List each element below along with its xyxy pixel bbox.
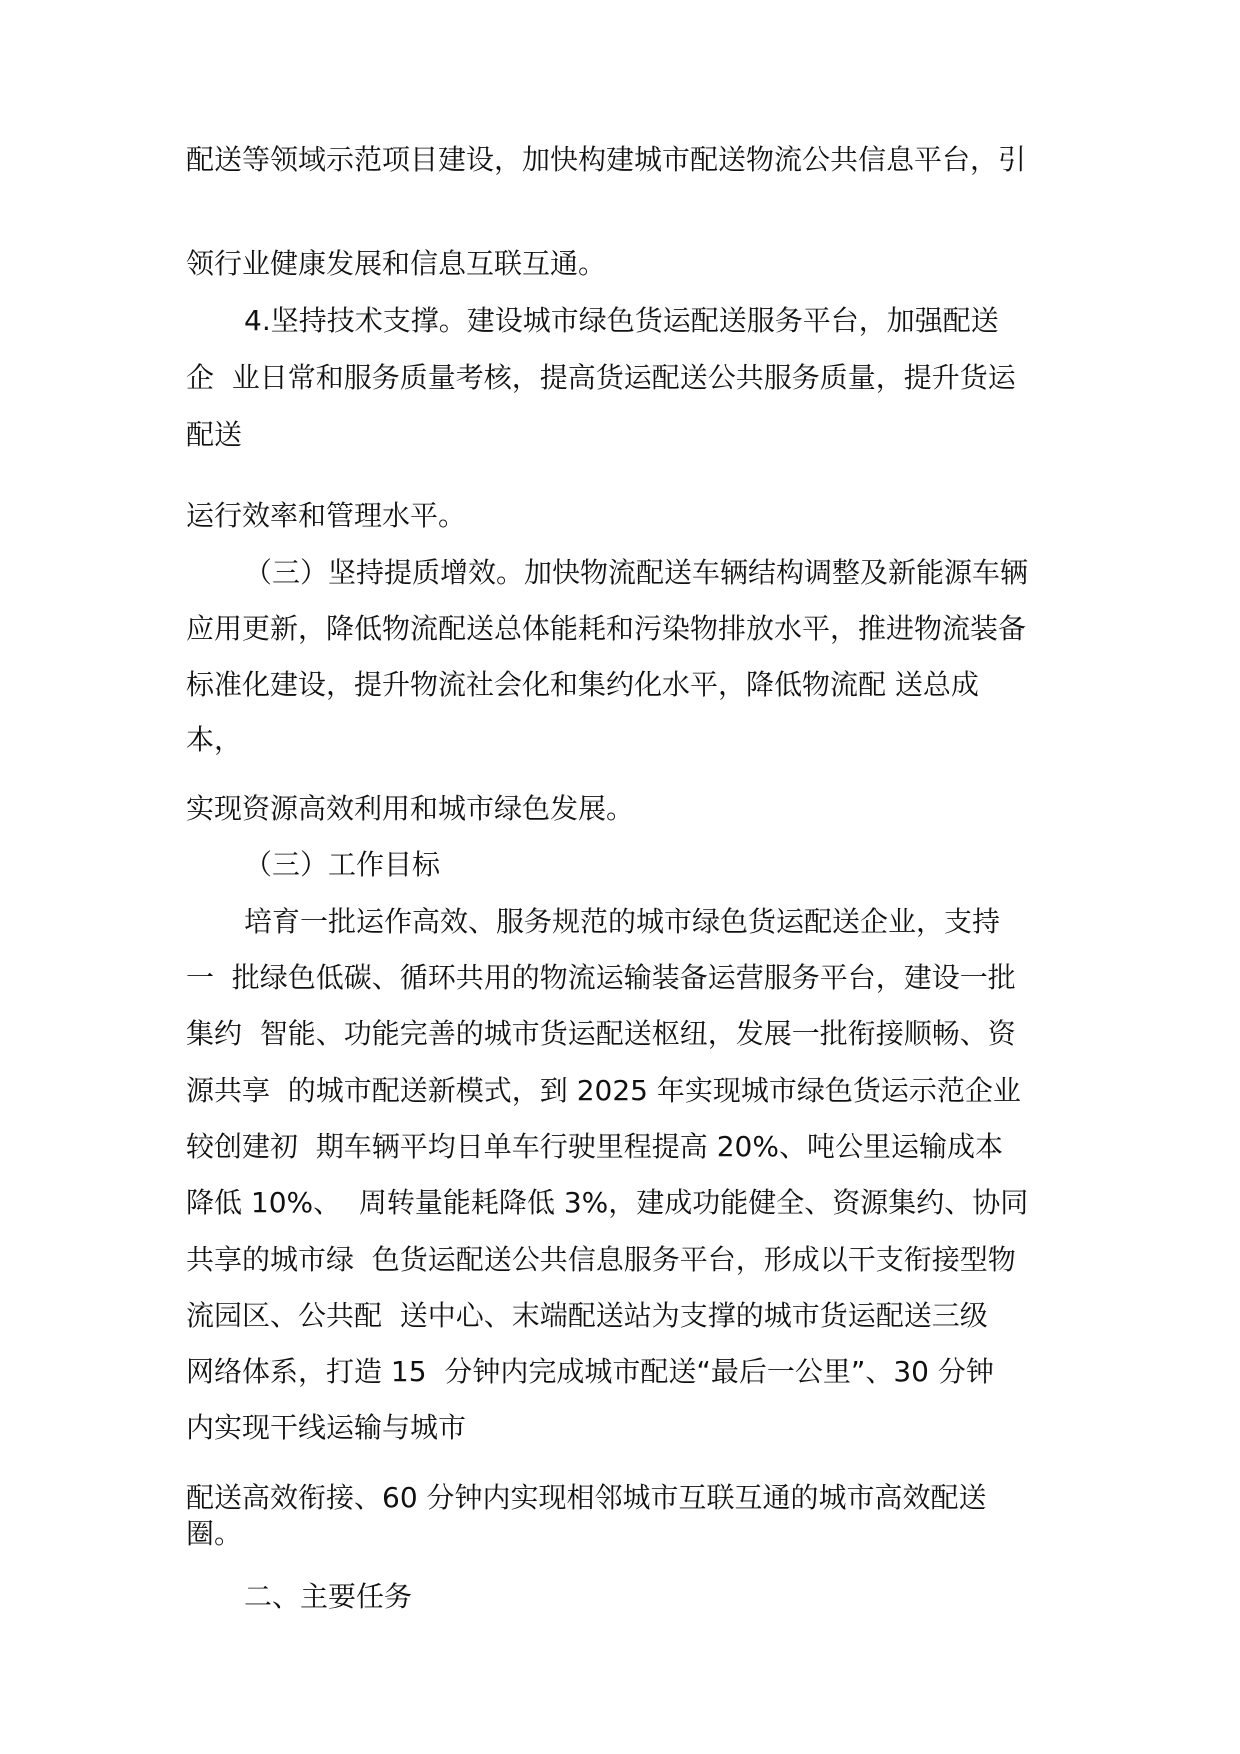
text-line: 应用更新，降低物流配送总体能耗和污染物排放水平，推进物流装备 (186, 612, 1027, 645)
text-line: 一 批绿色低碳、循环共用的物流运输装备运营服务平台，建设一批 (186, 961, 1016, 994)
text-line: 配送等领域示范项目建设，加快构建城市配送物流公共信息平台，引 (186, 143, 1027, 176)
text-line: 圈。 (186, 1517, 243, 1550)
text-line: 实现资源高效利用和城市绿色发展。 (186, 792, 635, 825)
text-line: 标准化建设，提升物流社会化和集约化水平，降低物流配 送总成 (186, 668, 979, 701)
text-line: 较创建初 期车辆平均日单车行驶里程提高 20%、吨公里运输成本 (186, 1130, 1003, 1163)
text-line: （三）坚持提质增效。加快物流配送车辆结构调整及新能源车辆 (244, 556, 1029, 589)
section-heading: 二、主要任务 (244, 1580, 413, 1613)
text-line: 培育一批运作高效、服务规范的城市绿色货运配送企业，支持 (244, 905, 1001, 938)
text-line: 共享的城市绿 色货运配送公共信息服务平台，形成以干支衔接型物 (186, 1243, 1016, 1276)
text-line: 流园区、公共配 送中心、末端配送站为支撑的城市货运配送三级 (186, 1299, 988, 1332)
text-line: 企 业日常和服务质量考核，提高货运配送公共服务质量，提升货运 (186, 361, 1016, 394)
text-line: 配送高效衔接、60 分钟内实现相邻城市互联互通的城市高效配送 (186, 1481, 987, 1514)
section-heading: （三）工作目标 (244, 848, 441, 881)
text-line: 内实现干线运输与城市 (186, 1411, 467, 1444)
text-line: 降低 10%、 周转量能耗降低 3%，建成功能健全、资源集约、协同 (186, 1186, 1029, 1219)
text-line: 配送 (186, 418, 243, 451)
text-line: 源共享 的城市配送新模式，到 2025 年实现城市绿色货运示范企业 (186, 1074, 1021, 1107)
text-line: 4.坚持技术支撑。建设城市绿色货运配送服务平台，加强配送 (244, 304, 999, 337)
text-line: 运行效率和管理水平。 (186, 499, 467, 532)
text-line: 网络体系，打造 15 分钟内完成城市配送“最后一公里”、30 分钟 (186, 1355, 994, 1388)
text-line: 本， (186, 723, 243, 756)
text-line: 集约 智能、功能完善的城市货运配送枢纽，发展一批衔接顺畅、资 (186, 1017, 1016, 1050)
text-line: 领行业健康发展和信息互联互通。 (186, 247, 607, 280)
